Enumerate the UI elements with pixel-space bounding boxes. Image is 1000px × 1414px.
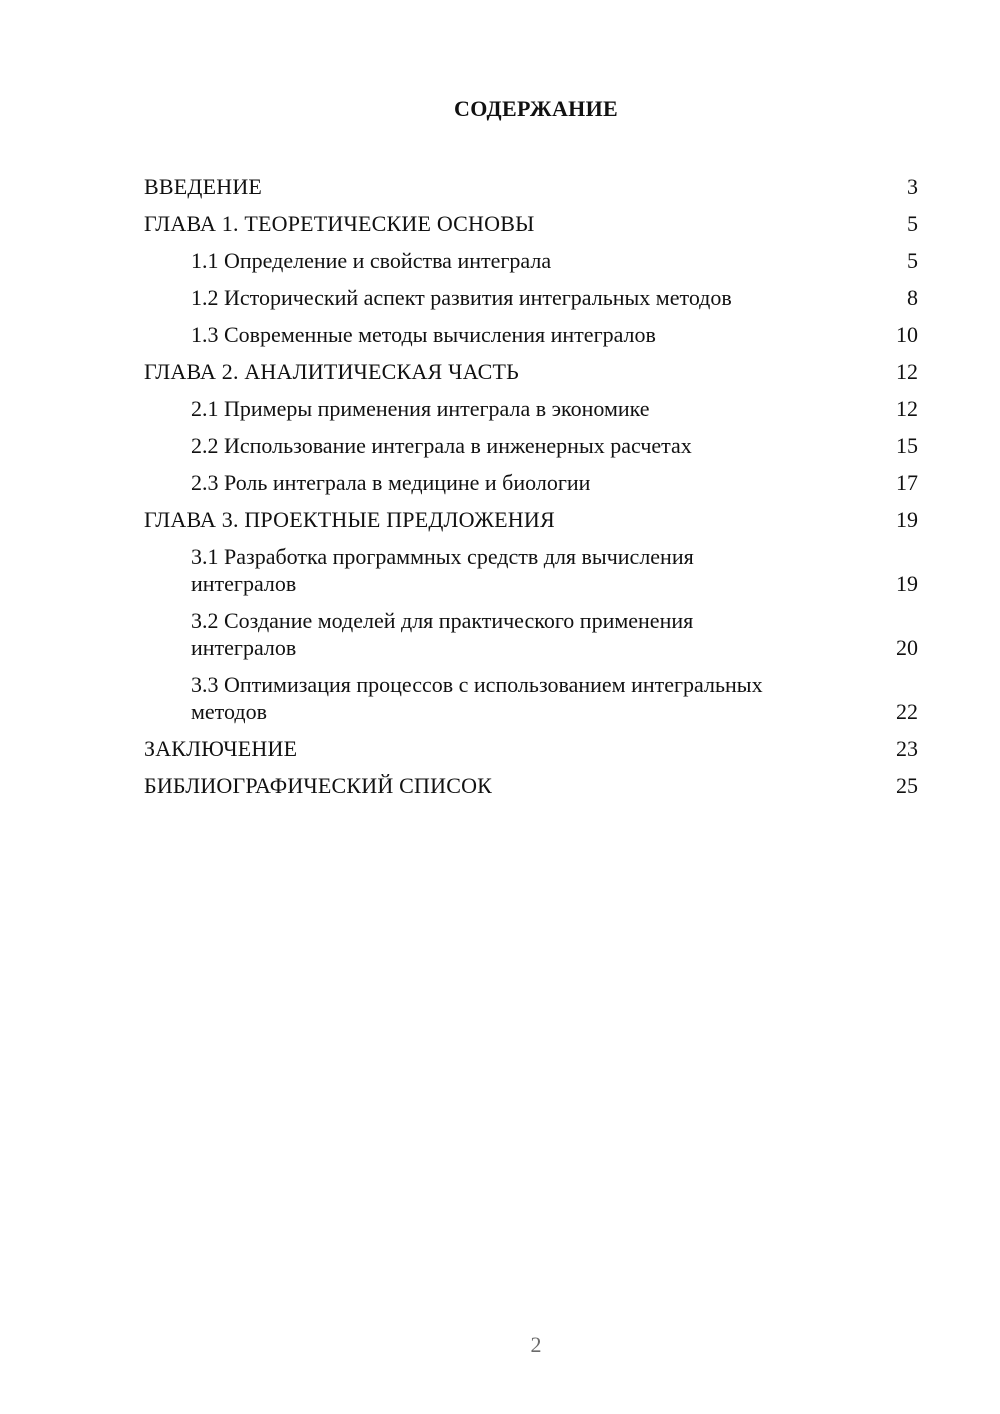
toc-entry-section-2-2[interactable] (144, 427, 918, 464)
toc-entry-section-2-1[interactable] (144, 390, 918, 427)
toc-entry-chapter-3[interactable] (144, 501, 918, 538)
toc-entry-label: ЗАКЛЮЧЕНИЕ (144, 736, 298, 761)
toc-entry-chapter-1[interactable] (144, 205, 918, 242)
toc-entry-page: 5 (907, 211, 918, 236)
toc-entry-page: 12 (896, 359, 918, 384)
toc-entry-section-2-3[interactable] (144, 464, 918, 501)
toc-entry-bibliography[interactable] (144, 767, 918, 804)
toc-entry-label: ГЛАВА 3. ПРОЕКТНЫЕ ПРЕДЛОЖЕНИЯ (144, 507, 555, 532)
toc-entry-page: 19 (896, 571, 918, 596)
toc-entry-label: 2.3 Роль интеграла в медицине и биологии (191, 470, 591, 495)
toc-entry-section-3-2[interactable] (144, 602, 918, 666)
toc-entry-page: 5 (907, 248, 918, 273)
toc-entry-page: 20 (896, 635, 918, 660)
toc-entry-section-3-3[interactable] (144, 666, 918, 730)
toc-entry-page: 10 (896, 322, 918, 347)
toc-entry-label: 3.3 Оптимизация процессов с использованием интегральных методов (191, 672, 763, 724)
toc-entry-label: 2.1 Примеры применения интеграла в экономике (191, 396, 650, 421)
toc-entry-page: 8 (907, 285, 918, 310)
toc-entry-label: 2.2 Использование интеграла в инженерных расчетах (191, 433, 692, 458)
toc-entry-page: 15 (896, 433, 918, 458)
toc-entry-label: 3.2 Создание моделей для практического применения интегралов (191, 608, 694, 660)
toc-entry-page: 17 (896, 470, 918, 495)
page-title: СОДЕРЖАНИЕ (454, 96, 618, 121)
toc-entry-page: 19 (896, 507, 918, 532)
toc-entry-page: 3 (907, 174, 918, 199)
toc-entry-page: 23 (896, 736, 918, 761)
toc-entry-label: 1.3 Современные методы вычисления интегралов (191, 322, 656, 347)
toc-entry-conclusion[interactable] (144, 730, 918, 767)
toc-entry-section-1-3[interactable] (144, 316, 918, 353)
toc-entry-label: ГЛАВА 1. ТЕОРЕТИЧЕСКИЕ ОСНОВЫ (144, 211, 535, 236)
toc-entry-page: 25 (896, 773, 918, 798)
toc-entry-page: 22 (896, 699, 918, 724)
toc-entry-label: 1.1 Определение и свойства интеграла (191, 248, 552, 273)
toc-entry-label: ВВЕДЕНИЕ (144, 174, 263, 199)
toc-entry-chapter-2[interactable] (144, 353, 918, 390)
toc-entry-label: ГЛАВА 2. АНАЛИТИЧЕСКАЯ ЧАСТЬ (144, 359, 519, 384)
toc-entry-section-3-1[interactable] (144, 538, 918, 602)
table-of-contents (144, 168, 918, 804)
toc-entry-section-1-2[interactable] (144, 279, 918, 316)
toc-entry-label: 3.1 Разработка программных средств для вычисления интегралов (191, 544, 694, 596)
toc-entry-section-1-1[interactable] (144, 242, 918, 279)
page-number: 2 (530, 1332, 542, 1357)
toc-entry-label: 1.2 Исторический аспект развития интегральных методов (191, 285, 732, 310)
toc-entry-page: 12 (896, 396, 918, 421)
toc-entry-introduction[interactable] (144, 168, 918, 205)
toc-entry-label: БИБЛИОГРАФИЧЕСКИЙ СПИСОК (144, 773, 493, 798)
